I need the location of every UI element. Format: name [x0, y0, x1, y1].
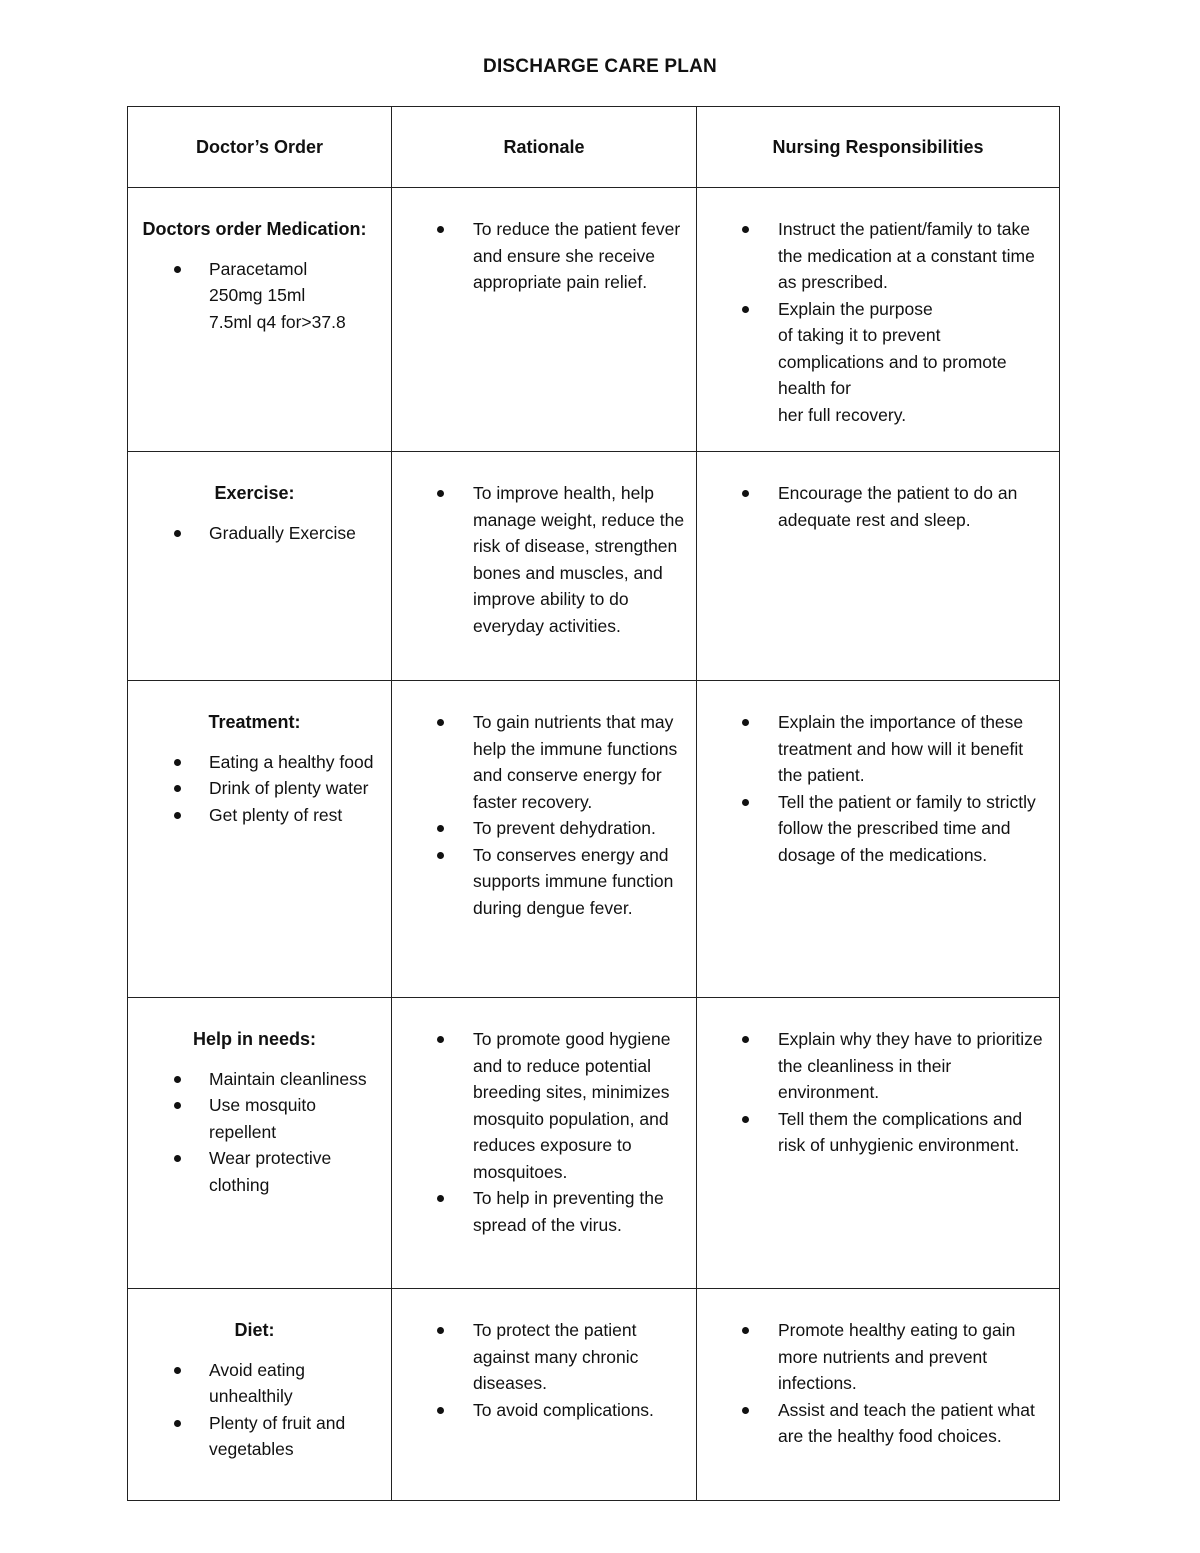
bullet-icon — [174, 1155, 181, 1162]
list-item-text: Paracetamol 250mg 15ml 7.5ml q4 for>37.8 — [209, 258, 346, 332]
bullet-icon — [174, 759, 181, 766]
list-item-text: Tell the patient or family to strictly follow the prescribed time and dosage of the medications. — [778, 791, 1036, 865]
list-item-text: Drink of plenty water — [209, 778, 369, 798]
bullet-icon — [437, 719, 444, 726]
list-item — [697, 1317, 1049, 1397]
bullet-icon — [742, 1036, 749, 1043]
bullet-icon — [174, 530, 181, 537]
list-item — [392, 842, 686, 922]
rationale-cell — [392, 998, 697, 1289]
list-item — [128, 520, 381, 547]
header-row — [128, 107, 1060, 188]
rationale-cell — [392, 188, 697, 452]
list-item — [697, 1106, 1049, 1159]
list-item — [392, 480, 686, 639]
bullet-icon — [174, 812, 181, 819]
doctors-order-cell — [128, 188, 392, 452]
bullet-icon — [437, 1327, 444, 1334]
doctors-order-cell — [128, 681, 392, 998]
bullet-icon — [742, 1407, 749, 1414]
list-item-text: Tell them the complications and risk of unhygienic environment. — [778, 1108, 1023, 1155]
order-title: Doctors order Medication: — [142, 219, 367, 239]
bullet-icon — [437, 490, 444, 497]
bullet-icon — [742, 490, 749, 497]
bullet-icon — [437, 852, 444, 859]
rationale-cell — [392, 452, 697, 681]
list-item — [128, 749, 381, 776]
bullet-icon — [174, 1102, 181, 1109]
bullet-icon — [174, 1420, 181, 1427]
header-rationale: Rationale — [392, 107, 697, 188]
doctors-order-cell — [128, 998, 392, 1289]
table-row — [128, 681, 1060, 998]
list-item-text: Explain the purpose of taking it to prevent complications and to promote health for her full recovery. — [778, 298, 1007, 425]
list-item — [392, 1317, 686, 1397]
list-item — [128, 1066, 381, 1093]
nursing-cell — [697, 452, 1060, 681]
bullet-icon — [742, 719, 749, 726]
list-item — [392, 1397, 686, 1424]
list-item-text: To improve health, help manage weight, reduce the risk of disease, strengthen bones and muscles, and improve ability to do everyday activities. — [473, 483, 685, 636]
list-item — [128, 1357, 381, 1410]
list-item — [697, 709, 1049, 789]
page-title: DISCHARGE CARE PLAN — [483, 56, 717, 77]
header-doctors-order: Doctor’s Order — [128, 107, 392, 188]
list-item-text: Avoid eating unhealthily — [209, 1359, 306, 1406]
discharge-care-plan-table — [127, 106, 1060, 1501]
list-item — [128, 802, 381, 829]
bullet-icon — [742, 799, 749, 806]
rationale-cell — [392, 1289, 697, 1501]
header-nursing-responsibilities: Nursing Responsibilities — [697, 107, 1060, 188]
order-title: Exercise: — [214, 483, 295, 503]
table-row — [128, 188, 1060, 452]
nursing-cell — [697, 998, 1060, 1289]
list-item-text: Wear protective clothing — [209, 1148, 332, 1195]
list-item-text: To prevent dehydration. — [473, 818, 656, 838]
rationale-cell — [392, 681, 697, 998]
bullet-icon — [437, 825, 444, 832]
list-item-text: Get plenty of rest — [209, 804, 343, 825]
list-item — [392, 216, 686, 296]
list-item-text: Use mosquito repellent — [209, 1095, 316, 1142]
bullet-icon — [742, 306, 749, 313]
order-title: Help in needs: — [192, 1029, 317, 1049]
list-item-text: Promote healthy eating to gain more nutrients and prevent infections. — [778, 1320, 1016, 1393]
order-title: Diet: — [234, 1320, 275, 1340]
list-item-text: To reduce the patient fever and ensure she receive appropriate pain relief. — [473, 219, 681, 292]
list-item-text: To promote good hygiene and to reduce potential breeding sites, minimizes mosquito population, and reduces exposure to mosquitoes. — [473, 1029, 671, 1182]
bullet-icon — [437, 226, 444, 233]
list-item-text: Gradually Exercise — [209, 522, 356, 543]
list-item — [697, 296, 1049, 429]
list-item-text: Plenty of fruit and vegetables — [209, 1412, 346, 1459]
table-row — [128, 1289, 1060, 1501]
list-item — [128, 1410, 381, 1463]
list-item — [697, 1397, 1049, 1450]
list-item-text: Encourage the patient to do an adequate rest and sleep. — [778, 483, 1018, 530]
list-item-text: To help in preventing the spread of the virus. — [473, 1188, 664, 1235]
list-item-text: To gain nutrients that may help the immune functions and conserve energy for faster recovery. — [473, 712, 678, 812]
bullet-icon — [174, 266, 181, 273]
bullet-icon — [174, 1076, 181, 1083]
list-item — [128, 1092, 381, 1145]
list-item — [697, 480, 1049, 533]
list-item-text: To avoid complications. — [473, 1399, 654, 1420]
list-item — [697, 216, 1049, 296]
list-item — [697, 1026, 1049, 1106]
list-item-text: Maintain cleanliness — [209, 1068, 367, 1089]
list-item — [128, 775, 381, 802]
list-item — [392, 1185, 686, 1238]
table-row — [128, 998, 1060, 1289]
list-item-text: Assist and teach the patient what are the healthy food choices. — [778, 1399, 1035, 1446]
list-item-text: Explain why they have to prioritize the cleanliness in their environment. — [778, 1029, 1043, 1102]
table-row — [128, 452, 1060, 681]
bullet-icon — [437, 1195, 444, 1202]
list-item — [392, 1026, 686, 1185]
bullet-icon — [174, 785, 181, 792]
list-item — [128, 1145, 381, 1198]
nursing-cell — [697, 681, 1060, 998]
doctors-order-cell — [128, 452, 392, 681]
bullet-icon — [174, 1367, 181, 1374]
doctors-order-cell — [128, 1289, 392, 1501]
bullet-icon — [742, 1116, 749, 1123]
order-title: Treatment: — [208, 712, 301, 732]
bullet-icon — [742, 226, 749, 233]
list-item-text: To conserves energy and supports immune function during dengue fever. — [473, 844, 674, 918]
list-item-text: To protect the patient against many chronic diseases. — [473, 1320, 639, 1393]
list-item — [128, 256, 381, 336]
bullet-icon — [437, 1036, 444, 1043]
list-item-text: Explain the importance of these treatment and how will it benefit the patient. — [778, 712, 1024, 785]
list-item-text: Eating a healthy food — [209, 751, 374, 772]
list-item — [697, 789, 1049, 869]
nursing-cell — [697, 1289, 1060, 1501]
list-item — [392, 815, 686, 842]
list-item — [392, 709, 686, 815]
bullet-icon — [437, 1407, 444, 1414]
nursing-cell — [697, 188, 1060, 452]
list-item-text: Instruct the patient/family to take the medication at a constant time as prescribed. — [778, 219, 1035, 292]
bullet-icon — [742, 1327, 749, 1334]
